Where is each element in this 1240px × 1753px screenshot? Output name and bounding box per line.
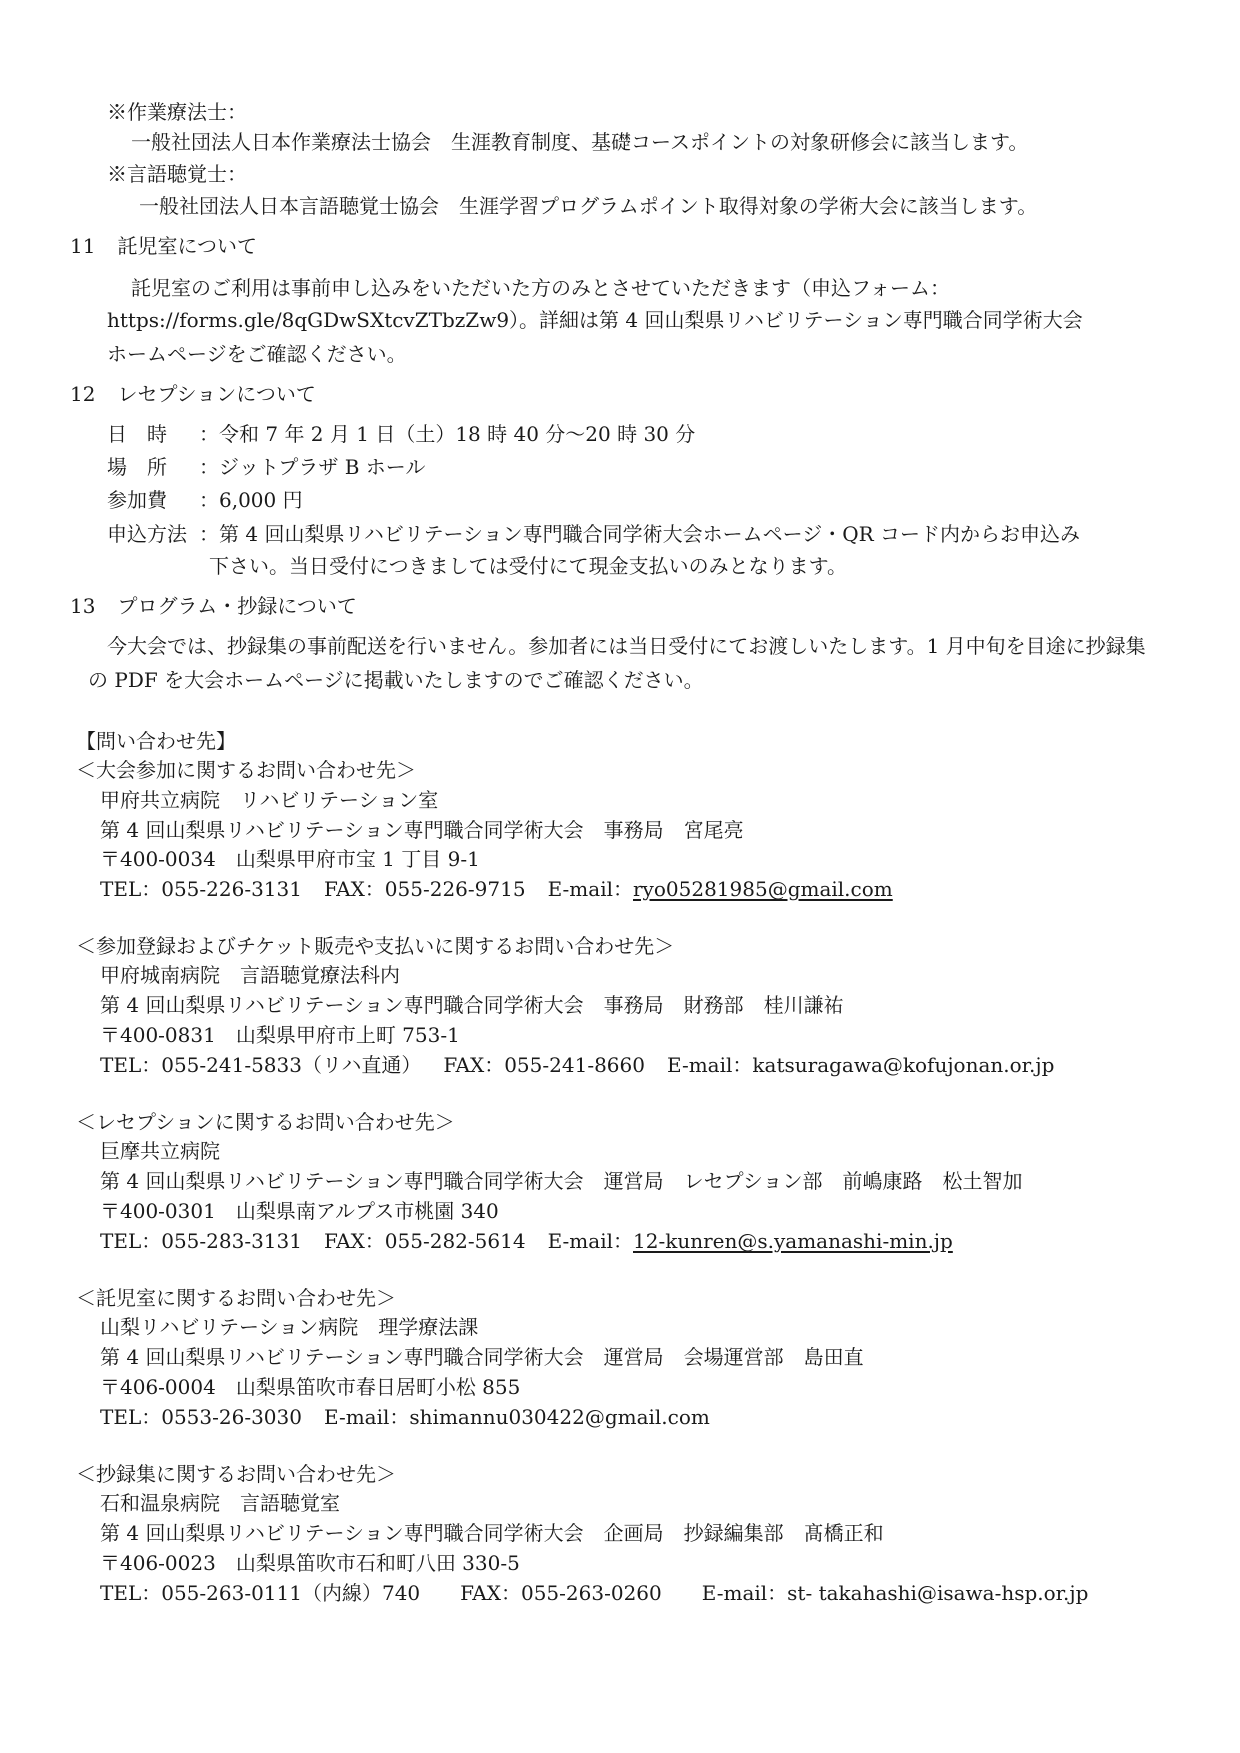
contact-tel: TEL：0553-26-3030	[100, 1405, 302, 1429]
apply-label: 申込方法	[107, 522, 187, 546]
section-title: プログラム・抄録について	[117, 594, 357, 618]
fee-value: ：6,000 円	[199, 488, 303, 512]
contact-phone-line	[100, 875, 893, 903]
section-title: レセプションについて	[117, 382, 316, 406]
contact-org: 巨摩共立病院	[100, 1139, 220, 1163]
contact-title: ＜参加登録およびチケット販売や支払いに関するお問い合わせ先＞	[76, 934, 675, 958]
contact-tel: TEL：055-283-3131	[100, 1229, 302, 1253]
contact-email-link[interactable]: ryo05281985@gmail.com	[633, 877, 893, 901]
date-label: 日 時	[107, 422, 167, 446]
contact-email-label: E-mail：	[547, 1229, 633, 1253]
contact-fax: FAX：055-241-8660	[443, 1053, 645, 1077]
contact-fax: FAX：055-263-0260	[460, 1581, 662, 1605]
contact-email-link[interactable]: 12-kunren@s.yamanashi-min.jp	[633, 1229, 953, 1253]
reception-fee	[107, 486, 303, 514]
reception-place	[107, 453, 425, 481]
contact-email-link[interactable]: katsuragawa@kofujonan.or.jp	[752, 1053, 1055, 1077]
section-13-line-1: 今大会では、抄録集の事前配送を行いません。参加者には当日受付にてお渡しいたします。1 月中旬を目途に抄録集	[107, 634, 1146, 658]
contact-email-link[interactable]: shimannu030422@gmail.com	[409, 1405, 710, 1429]
contact-tel: TEL：055-263-0111（内線）740	[100, 1581, 421, 1605]
contact-office: 第 4 回山梨県リハビリテーション専門職合同学術大会 運営局 レセプション部 前嶋康路 松土智加	[100, 1169, 1023, 1193]
contact-office: 第 4 回山梨県リハビリテーション専門職合同学術大会 事務局 財務部 桂川謙祐	[100, 993, 844, 1017]
contacts-heading: 【問い合わせ先】	[76, 729, 236, 753]
contact-org: 甲府城南病院 言語聴覚療法科内	[100, 963, 400, 987]
place-value: ：ジットプラザ B ホール	[199, 455, 426, 479]
fee-label: 参加費	[107, 488, 167, 512]
section-number: 12	[70, 382, 96, 406]
section-title: 託児室について	[117, 234, 258, 258]
section-11-line-2: https://forms.gle/8qGDwSXtcvZTbzZw9）。詳細は第 4 回山梨県リハビリテーション専門職合同学術大会	[107, 308, 1083, 332]
contact-address: 〒406-0004 山梨県笛吹市春日居町小松 855	[100, 1375, 521, 1399]
contact-office: 第 4 回山梨県リハビリテーション専門職合同学術大会 企画局 抄録編集部 髙橋正和	[100, 1521, 884, 1545]
reception-date	[107, 420, 695, 448]
contact-fax: FAX：055-282-5614	[323, 1229, 526, 1253]
contact-email-label: E-mail：	[666, 1053, 753, 1077]
contact-address: 〒400-0301 山梨県南アルプス市桃園 340	[100, 1199, 499, 1223]
contact-org: 甲府共立病院 リハビリテーション室	[100, 788, 439, 812]
reception-apply-cont: 下さい。当日受付につきましては受付にて現金支払いのみとなります。	[209, 554, 847, 578]
contact-phone-line	[100, 1051, 1054, 1079]
ot-credit-title: ※作業療法士：	[107, 100, 247, 124]
ot-credit-desc: 一般社団法人日本作業療法士協会 生涯教育制度、基礎コースポイントの対象研修会に該当します。	[131, 130, 1029, 154]
section-11-heading	[70, 232, 257, 260]
section-number: 11	[70, 234, 96, 258]
section-12-heading	[70, 380, 316, 408]
contact-phone-line	[100, 1403, 710, 1431]
contact-email-label: E-mail：	[323, 1405, 410, 1429]
contact-office: 第 4 回山梨県リハビリテーション専門職合同学術大会 事務局 宮尾亮	[100, 818, 744, 842]
contact-org: 石和温泉病院 言語聴覚室	[100, 1491, 340, 1515]
contact-office: 第 4 回山梨県リハビリテーション専門職合同学術大会 運営局 会場運営部 島田直	[100, 1345, 864, 1369]
apply-value: ：第 4 回山梨県リハビリテーション専門職合同学術大会ホームページ・QR コード内からお申込み	[199, 522, 1081, 546]
date-value: ：令和 7 年 2 月 1 日（土）18 時 40 分～20 時 30 分	[199, 422, 696, 446]
contact-phone-line	[100, 1579, 1088, 1607]
place-label: 場 所	[107, 455, 167, 479]
contact-address: 〒400-0034 山梨県甲府市宝 1 丁目 9-1	[100, 847, 480, 871]
section-13-heading	[70, 592, 357, 620]
contact-tel: TEL：055-226-3131	[100, 877, 302, 901]
contact-fax: FAX：055-226-9715	[323, 877, 526, 901]
contact-title: ＜抄録集に関するお問い合わせ先＞	[76, 1462, 396, 1486]
section-number: 13	[70, 594, 96, 618]
contact-address: 〒400-0831 山梨県甲府市上町 753-1	[100, 1023, 460, 1047]
contact-title: ＜大会参加に関するお問い合わせ先＞	[76, 758, 416, 782]
contact-email-link[interactable]: st- takahashi@isawa-hsp.or.jp	[787, 1581, 1089, 1605]
contact-email-label: E-mail：	[547, 877, 633, 901]
section-13-line-2: の PDF を大会ホームページに掲載いたしますのでご確認ください。	[88, 668, 704, 692]
st-credit-title: ※言語聴覚士：	[107, 162, 247, 186]
contact-tel: TEL：055-241-5833（リハ直通）	[100, 1053, 422, 1077]
contact-phone-line	[100, 1227, 953, 1255]
contact-title: ＜レセプションに関するお問い合わせ先＞	[76, 1110, 455, 1134]
contact-email-label: E-mail：	[701, 1581, 788, 1605]
section-11-line-3: ホームページをご確認ください。	[107, 342, 407, 366]
st-credit-desc: 一般社団法人日本言語聴覚士協会 生涯学習プログラムポイント取得対象の学術大会に該当します。	[139, 194, 1038, 218]
contact-title: ＜託児室に関するお問い合わせ先＞	[76, 1286, 396, 1310]
contact-org: 山梨リハビリテーション病院 理学療法課	[100, 1315, 479, 1339]
reception-apply	[107, 520, 1080, 548]
contact-address: 〒406-0023 山梨県笛吹市石和町八田 330-5	[100, 1551, 520, 1575]
section-11-line-1: 託児室のご利用は事前申し込みをいただいた方のみとさせていただきます（申込フォーム：	[131, 276, 950, 300]
